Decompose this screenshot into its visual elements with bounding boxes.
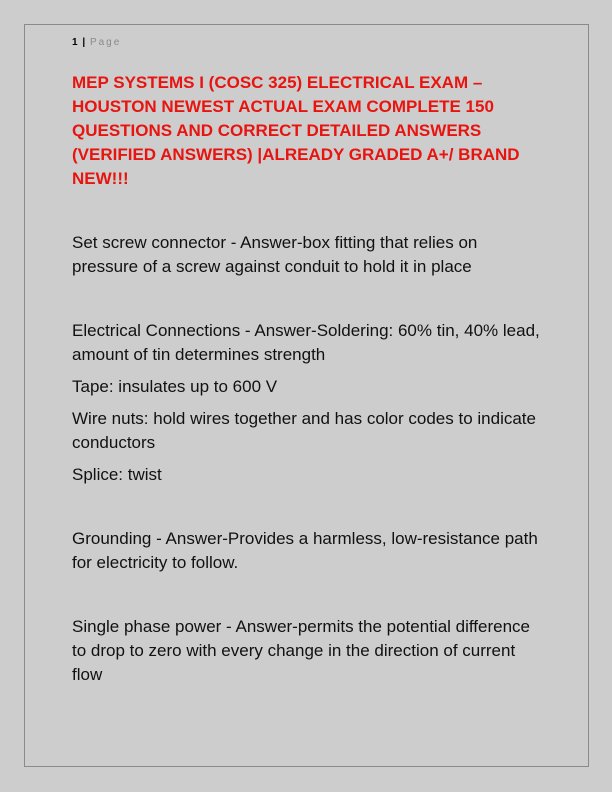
qa-detail-tape: Tape: insulates up to 600 V (72, 377, 278, 396)
qa-entry-single-phase-power: Single phase power - Answer-permits the potential difference to drop to zero with every change in the direction of current flow (72, 617, 530, 684)
page-number: 1 (72, 37, 78, 48)
qa-detail-splice: Splice: twist (72, 465, 162, 484)
page-label: Page (89, 37, 122, 48)
qa-entry-electrical-connections: Electrical Connections - Answer-Soldering: 60% tin, 40% lead, amount of tin determines strength (72, 321, 540, 364)
page-separator: | (82, 37, 86, 48)
document-title: MEP SYSTEMS I (COSC 325) ELECTRICAL EXAM – HOUSTON NEWEST ACTUAL EXAM COMPLETE 150 QUESTIONS AND CORRECT DETAILED ANSWERS (VERIFIED ANSWERS) |ALREADY GRADED A+/ BRAND NEW!!! (72, 73, 520, 188)
qa-entry-set-screw-connector: Set screw connector - Answer-box fitting that relies on pressure of a screw against conduit to hold it in place (72, 233, 478, 276)
page-header (72, 36, 121, 50)
qa-entry-grounding: Grounding - Answer-Provides a harmless, low-resistance path for electricity to follow. (72, 529, 538, 572)
qa-detail-wire-nuts: Wire nuts: hold wires together and has color codes to indicate conductors (72, 409, 536, 452)
